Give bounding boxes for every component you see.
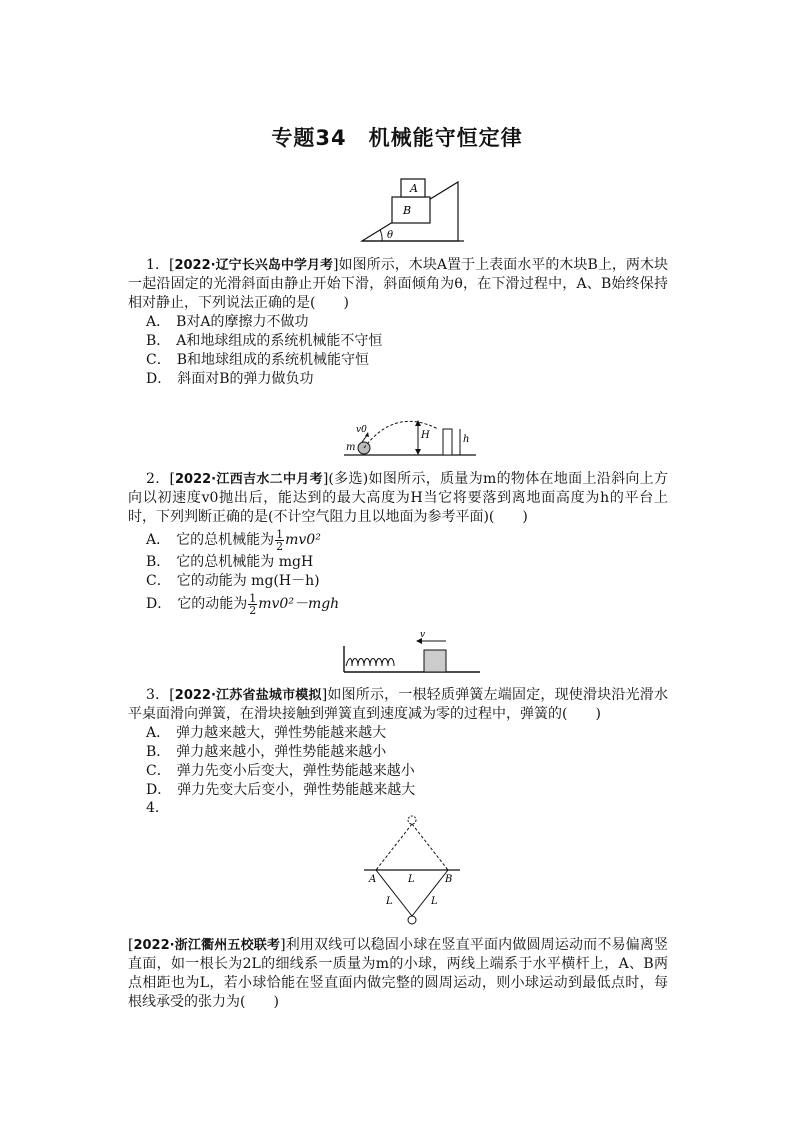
option-c[interactable]: C． 弹力先变小后变大，弹性势能越来越小 — [146, 763, 415, 779]
question-source: 2022·江苏省盐城市模拟 — [174, 688, 322, 703]
label-l-right: L — [431, 896, 438, 907]
label-b: B — [403, 204, 412, 217]
string-bottom-right — [412, 870, 448, 916]
question-source: 2022·江西吉水二中月考 — [175, 472, 323, 487]
string-bottom-left — [376, 870, 412, 916]
option-a[interactable]: A． 它的总机械能为 $\frac{1}{2}$ mv0² — [146, 527, 321, 553]
sliding-block — [424, 650, 446, 672]
question-number: 2．[ — [146, 471, 175, 487]
label-l-left: L — [386, 896, 393, 907]
question-source: 2022·辽宁长兴岛中学月考 — [174, 258, 334, 273]
option-d[interactable]: D． 弹力先变大后变小，弹性势能越来越大 — [146, 782, 416, 798]
option-d[interactable]: D． 它的动能为 $\frac{1}{2}$ mv0²－mgh — [146, 591, 340, 617]
label-a: A — [410, 182, 418, 195]
option-a[interactable]: A． 弹力越来越大，弹性势能越来越大 — [146, 725, 387, 741]
label-v: v — [420, 630, 426, 640]
question-source: 2022·浙江衢州五校联考 — [133, 938, 281, 953]
question-4-number: 4. — [146, 800, 160, 816]
question-stem: ]如图所示，木块A置于上表面水平的木块B上，两木块一起沿固定的光滑斜面由静止开始下滑，斜面倾角为θ，在下滑过程中，A、B始终保持相对静止，下列说法正确的是( ) — [128, 257, 668, 311]
label-m: m — [346, 442, 356, 453]
ball-top-position — [408, 816, 416, 824]
label-theta: θ — [387, 230, 394, 241]
question-1 — [128, 256, 668, 389]
string-top-left — [376, 824, 412, 870]
question-stem: ]利用双线可以稳固小球在竖直平面内做圆周运动而不易偏离竖直面，如一根长为2L的细线系一质量为m的小球，两线上端系于水平横杆上，A、B两点相距也为L，若小球恰能在竖直面内做完整的圆周运动，则小球运动到最低点时，每根线承受的张力为( ) — [128, 937, 668, 1010]
question-2 — [128, 470, 668, 617]
figure-projectile — [340, 417, 480, 457]
fraction: $\frac{1}{2}$ — [276, 527, 284, 553]
figure-double-string — [362, 814, 462, 926]
option-d[interactable]: D． 斜面对B的弹力做负功 — [146, 371, 314, 387]
label-b: B — [445, 874, 453, 885]
figure-spring — [340, 628, 482, 676]
label-l-top: L — [408, 874, 415, 885]
question-stem: ](多选)如图所示，质量为m的物体在地面上沿斜向上方向以初速度v0抛出后，能达到的最大高度为H当它将要落到离地面高度为h的平台上时，下列判断正确的是(不计空气阻力且以地面为参考平面)( ) — [128, 471, 668, 525]
label-v0: v0 — [356, 425, 367, 435]
option-a[interactable]: A． B对A的摩擦力不做功 — [146, 314, 309, 330]
ball — [408, 916, 416, 924]
fraction: $\frac{1}{2}$ — [249, 591, 257, 617]
option-c[interactable]: C． B和地球组成的系统机械能守恒 — [146, 352, 370, 368]
question-4: [2022·浙江衢州五校联考]利用双线可以稳固小球在竖直平面内做圆周运动而不易偏离竖直面，如一根长为2L的细线系一质量为m的小球，两线上端系于水平横杆上，A、B两点相距也为L，若小球恰能在竖直面内做完整的圆周运动，则小球运动到最低点时，每根线承受的张力为( ) — [128, 937, 668, 1010]
question-number: 3．[ — [146, 687, 175, 703]
label-h: h — [463, 434, 470, 445]
page-title: 专题34 机械能守恒定律 — [271, 126, 523, 150]
string-top-right — [412, 824, 448, 870]
spring — [346, 659, 394, 667]
platform — [443, 429, 452, 455]
option-b[interactable]: B． 弹力越来越小，弹性势能越来越小 — [146, 744, 387, 760]
option-b[interactable]: B． A和地球组成的系统机械能不守恒 — [146, 333, 383, 349]
label-a: A — [369, 874, 377, 885]
option-b[interactable]: B． 它的总机械能为 mgH — [146, 554, 314, 570]
angle-arc — [380, 230, 382, 241]
question-stem: ]如图所示，一根轻质弹簧左端固定，现使滑块沿光滑水平桌面滑向弹簧，在滑块接触到弹簧直到速度减为零的过程中，弹簧的( ) — [128, 687, 669, 722]
question-3 — [128, 686, 668, 800]
figure-incline — [358, 174, 468, 244]
question-number: 1．[ — [146, 257, 175, 273]
label-H: H — [421, 430, 430, 441]
option-c[interactable]: C． 它的动能为 mg(H－h) — [146, 573, 320, 589]
